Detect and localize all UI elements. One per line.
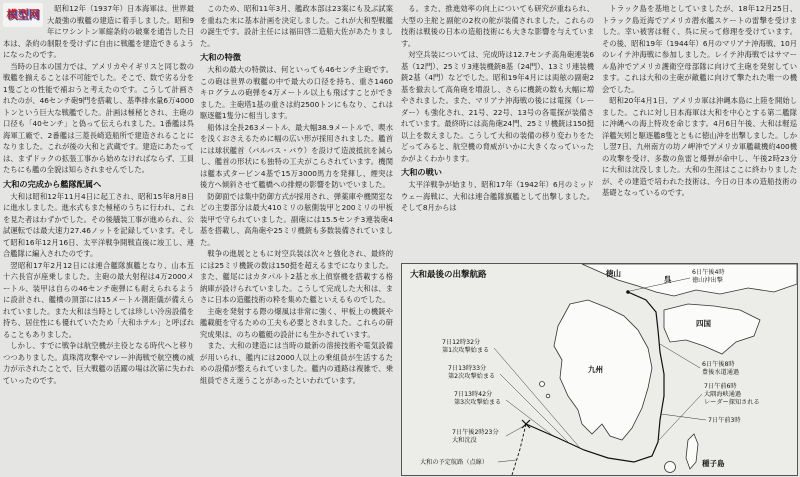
text-column-3	[401, 3, 594, 261]
leader-line	[659, 394, 702, 440]
leader-line	[661, 414, 706, 420]
yakushima-island	[665, 462, 676, 473]
route-map	[402, 264, 797, 475]
label-attack1-time: 7日12時32分	[442, 339, 481, 346]
place-kure: 呉	[664, 275, 672, 284]
section-heading: 大和の戦い	[401, 167, 442, 177]
paragraph: また、大和の建造には当時の最新の溶接技術や電気設備が用いられ、艦内には2000人以上の乗組員が生活するための設備が整えられていました。艦内の通路は複雑で、乗組員でさえ迷うことがあったといわれています。	[200, 341, 393, 385]
paragraph: 昭和12年（1937年）日本海軍は、世界最大最強の戦艦の建造に着手しました。昭和9年にワシントン軍縮条約の破棄を通告した日本は、条約の制限を受けずに自由に戦艦を建造できるようになったのです。	[3, 4, 194, 59]
label-depart-time: 6日午後4時	[692, 269, 725, 276]
paragraph: 船体は全長263メートル、最大幅38.9メートルで、喫水を浅くおさえるために幅の広い形が採用されました。艦首には球状艦首（バルバス・バウ）を設けて造波抵抗を減らし、艦首の形状にも独特の工夫がこらされています。機関は艦本式タービン4基で15万3000馬力を発揮し、煙突は後方へ傾斜させて艦橋への排煙の影響を防いでいました。	[200, 122, 393, 189]
leader-line	[498, 460, 516, 462]
paragraph: 防御面では集中防御方式が採用され、弾薬庫や機関室などの主要部分は最大410ミリの舷側装甲と200ミリの甲板装甲で守られていました。副砲には15.5センチ3連装砲4基を搭載し、高角砲や25ミリ機銃も多数装備されていました。	[200, 191, 393, 247]
label-osumi-desc: 大隅海峡通過	[704, 391, 742, 398]
shikoku-land	[664, 304, 760, 354]
route-map-figure	[401, 263, 798, 476]
leader-line	[506, 426, 524, 436]
tanegashima-island	[686, 434, 698, 469]
kyushu-land	[554, 300, 652, 440]
paragraph: 当時の日本の国力では、アメリカやイギリスと同じ数の戦艦を揃えることは不可能でした。そこで、数で劣る分を1隻ごとの性能で補おうと考えたのです。こうして計画されたのが、46センチ砲9門を搭載し、基準排水量6万4000トンという巨大な戦艦でした。計画は極秘とされ、主砲の口径も「40センチ」と偽って伝えられました。1番艦は呉海軍工廠で、2番艦は三菱長崎造船所で建造されることになりました。これが後の大和と武蔵です。建造にあたっては、まずドックの拡張工事から始めなければならず、工員たちにも艦の全貌は知らされませんでした。	[3, 61, 194, 174]
paragraph: しかし、すでに戦争は航空機が主役となる時代へと移りつつありました。真珠湾攻撃やマレー沖海戦で航空機の威力が示されたことで、巨大戦艦の活躍の場は次第に失われていったのです。	[3, 341, 194, 385]
map-title: 大和最後の出撃航路	[410, 270, 487, 280]
text-column-1	[3, 3, 194, 473]
label-am3: 7日午前3時	[708, 417, 741, 424]
text-column-2	[200, 3, 393, 473]
departure-point	[626, 290, 630, 294]
paragraph: 戦争の進展とともに対空兵装は次々と強化され、最終的には25ミリ機銃の数は150挺を超えるまでになりました。また、艦尾にはカタパルト2基と水上偵察機を搭載する格納庫が設けられていました。こうして完成した大和は、まさに日本の造艦技術の粋を集めた艦といえるものでした。	[200, 249, 393, 304]
paragraph: このため、昭和11年3月、艦政本部は23案にも及ぶ試案を重ねた末に基本計画を決定しました。これが大和型戦艦の誕生です。設計主任には福田啓二造船大佐があたりました。	[200, 4, 393, 48]
paragraph: 昭和20年4月1日、アメリカ軍は沖縄本島に上陸を開始しました。これに対し日本海軍は大和を中心とする第二艦隊に沖縄への海上特攻を命じます。4月6日午後、大和は軽巡洋艦矢矧と駆逐艦8隻とともに徳山沖を出撃しました。しかし翌7日、九州南方の坊ノ岬沖でアメリカ軍艦載機約400機の攻撃を受け、多数の魚雷と爆弾が命中し、午後2時23分に大和は沈没しました。大和の生涯はここに終わりましたが、その建造で培われた技術は、今日の日本の造船技術の基礎となっているのです。	[602, 96, 797, 197]
paragraph: 大和は昭和12年11月4日に起工され、昭和15年8月8日に進水しました。進水式もまた極秘のうちに行われ、これを見た者はわずかでした。その後艤装工事が進められ、公試運転では最大速力27.46ノットを記録しています。そして昭和16年12月16日、太平洋戦争開戦直後に竣工し、連合艦隊に編入されたのです。	[3, 191, 194, 258]
label-depart-desc: 徳山沖出撃	[692, 277, 723, 284]
label-bungo-desc: 豊後水道通過	[702, 369, 740, 376]
site-logo: 模型网	[3, 3, 43, 27]
label-sunk-desc: 大和沈没	[452, 437, 477, 444]
small-island	[540, 382, 545, 387]
text-column-4	[602, 3, 797, 261]
place-tokuyama: 徳山	[606, 269, 621, 278]
label-attack2-time: 7日13時33分	[448, 365, 487, 372]
label-osumi-radar: レーダー探知される	[704, 399, 760, 406]
label-attack3-desc: 第3次攻撃始まる	[454, 399, 502, 406]
label-attack1-desc: 第1次攻撃始まる	[442, 347, 490, 354]
paragraph: トラック島を基地としていましたが、18年12月25日、トラック島近海でアメリカ潜水艦スケートの雷撃を受けました。幸い被害は軽く、呉に戻って修理を受けています。その後、昭和19年（1944年）6月のマリアナ沖海戦、10月のレイテ沖海戦に参加しました。レイテ沖海戦ではサマール島沖でアメリカ護衛空母部隊に向けて主砲を発射しています。これは大和の主砲が敵艦に向けて撃たれた唯一の機会でした。	[602, 4, 797, 94]
label-attack3-time: 7日13時42分	[454, 391, 493, 398]
label-attack2-desc: 第2次攻撃始まる	[448, 373, 496, 380]
place-tanegashima: 種子島	[702, 459, 725, 468]
leader-line	[506, 400, 552, 435]
section-heading: 大和の特徴	[200, 52, 241, 62]
label-sunk-time: 7日午後2時23分	[452, 429, 499, 436]
paragraph: 太平洋戦争が始まり、昭和17年（1942年）6月のミッドウェー海戦に、大和は連合艦隊旗艦として出撃しました。そして8月からは	[401, 180, 594, 212]
paragraph: 対空兵装については、完成時は12.7センチ高角砲連装6基（12門）、25ミリ3連装機銃8基（24門）、13ミリ連装機銃2基（4門）などでした。昭和19年4月には両舷の副砲2基を撤去して高角砲を増設し、さらに機銃の数も大幅に増やされました。また、マリアナ沖海戦の後には電探（レーダー）も強化され、21号、22号、13号の各電探が装備されています。最終時には高角砲24門、25ミリ機銃は150挺以上を数えました。こうして大和の装備の移り変わりをたどってみると、航空機の脅威がいかに大きくなっていったかがよくわかります。	[401, 50, 594, 163]
place-shikoku: 四国	[696, 319, 711, 328]
label-planned-route: 大和の予定航路（点線）	[420, 459, 489, 466]
place-kyushu: 九州	[588, 365, 603, 374]
leader-line	[500, 374, 568, 442]
paragraph: 大和の最大の特徴は、何といっても46センチ主砲です。この砲は世界の戦艦の中で最大の口径を持ち、重さ1460キログラムの砲弾を4万メートル以上も飛ばすことができました。主砲塔1基の重さは約2500トンにもなり、これは駆逐艦1隻分に相当します。	[200, 65, 393, 120]
paragraph: 翌昭和17年2月12日には連合艦隊旗艦となり、山本五十六長官が座乗しました。主砲の最大射程は4万2000メートル、装甲は自らの46センチ砲弾にも耐えられるように設計され、艦橋の頂部には15メートル測距儀が備えられていました。また大和は当時としては珍しい冷房設備を持ち、居住性にも優れていたため「大和ホテル」と呼ばれることもありました。	[3, 260, 194, 339]
sinking-marker	[522, 420, 530, 428]
paragraph: る。また、推進効率の向上についても研究が重ねられ、大型の主舵と副舵の2枚の舵が装備されました。これらの技術は戦後の日本の造船技術にも大きな影響を与えています。	[401, 4, 594, 48]
small-island	[546, 394, 550, 398]
label-osumi-time: 7日午前6時	[704, 383, 737, 390]
section-heading: 大和の完成から艦隊配属へ	[3, 178, 102, 189]
label-bungo-time: 6日午後8時	[702, 361, 735, 368]
paragraph: 主砲を発射する際の爆風は非常に強く、甲板上の機銃や艦載艇を守るための工夫も必要とされました。これらの研究成果は、のちの艦艇の設計にも生かされています。	[200, 306, 393, 339]
leader-line	[660, 344, 700, 368]
